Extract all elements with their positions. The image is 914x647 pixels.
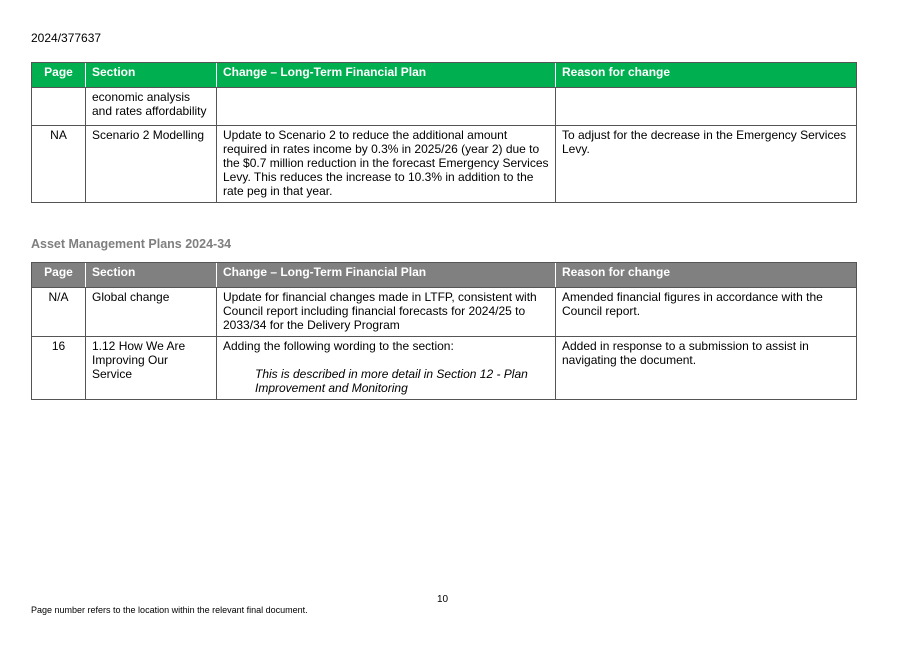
ltfp-changes-table <box>31 62 857 203</box>
asset-management-changes-table <box>31 262 857 400</box>
header-section: Section <box>86 263 217 288</box>
cell-change <box>217 88 556 126</box>
cell-reason: Added in response to a submission to assist in navigating the document. <box>556 337 857 400</box>
cell-section: 1.12 How We Are Improving Our Service <box>86 337 217 400</box>
cell-change: Update to Scenario 2 to reduce the additional amount required in rates income by 0.3% in 2025/26 (year 2) due to the $0.7 million reduction in the forecast Emergency Services Levy. This reduces the increase to 10.3% in addition to the rate peg in that year. <box>217 126 556 203</box>
change-italic-note: This is described in more detail in Section 12 - Plan Improvement and Monitoring <box>255 367 528 395</box>
header-change: Change – Long-Term Financial Plan <box>217 263 556 288</box>
header-page: Page <box>32 63 86 88</box>
header-reason: Reason for change <box>556 63 857 88</box>
header-page: Page <box>32 263 86 288</box>
cell-section: Global change <box>86 288 217 337</box>
section-heading: Asset Management Plans 2024-34 <box>31 237 232 251</box>
change-intro: Adding the following wording to the section: <box>223 339 454 353</box>
table-row <box>32 88 857 126</box>
cell-change: Update for financial changes made in LTFP, consistent with Council report including financial forecasts for 2024/25 to 2033/34 for the Delivery Program <box>217 288 556 337</box>
cell-page <box>32 88 86 126</box>
cell-page: NA <box>32 126 86 203</box>
table-header-row <box>32 263 857 288</box>
cell-reason: To adjust for the decrease in the Emergency Services Levy. <box>556 126 857 203</box>
table-row <box>32 337 857 400</box>
footnote: Page number refers to the location within the relevant final document. <box>31 605 308 615</box>
cell-section: economic analysis and rates affordability <box>86 88 217 126</box>
cell-reason <box>556 88 857 126</box>
document-reference: 2024/377637 <box>31 31 102 45</box>
header-reason: Reason for change <box>556 263 857 288</box>
cell-page: N/A <box>32 288 86 337</box>
page-number: 10 <box>437 594 449 605</box>
table-header-row <box>32 63 857 88</box>
cell-reason: Amended financial figures in accordance with the Council report. <box>556 288 857 337</box>
cell-section: Scenario 2 Modelling <box>86 126 217 203</box>
header-section: Section <box>86 63 217 88</box>
cell-change <box>217 337 556 400</box>
table-row <box>32 288 857 337</box>
table-row <box>32 126 857 203</box>
cell-page: 16 <box>32 337 86 400</box>
header-change: Change – Long-Term Financial Plan <box>217 63 556 88</box>
